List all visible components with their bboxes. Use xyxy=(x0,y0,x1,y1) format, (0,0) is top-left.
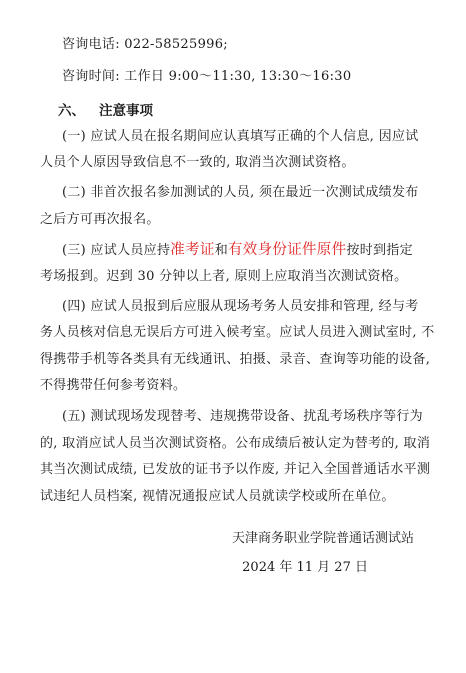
item-5-line-1: (五) 测试现场发现替考、违规携带设备、扰乱考场秩序等行为 xyxy=(62,409,423,424)
section-title: 注意事项 xyxy=(99,103,153,119)
item-5-line-2: 的, 取消应试人员当次测试资格。公布成绩后被认定为替考的, 取消 xyxy=(40,436,431,451)
item-3-line-1 xyxy=(62,241,413,260)
item-3-line-2: 考场报到。迟到 30 分钟以上者, 原则上应取消当次测试资格。 xyxy=(40,269,408,284)
item-2-line-1: (二) 非首次报名参加测试的人员, 须在最近一次测试成绩发布 xyxy=(62,185,419,200)
item-4-line-2: 务人员核对信息无误后方可进入候考室。应试人员进入测试室时, 不 xyxy=(40,325,435,340)
id-document-highlight: 有效身份证件原件 xyxy=(228,242,347,258)
item-4-line-3: 得携带手机等各类具有无线通讯、拍摄、录音、查询等功能的设备, xyxy=(40,352,431,367)
footer-date: 2024 年 11 月 27 日 xyxy=(242,560,368,575)
item-1-line-1: (一) 应试人员在报名期间应认真填写正确的个人信息, 因应试 xyxy=(62,129,419,144)
item-1-line-2: 人员个人原因导致信息不一致的, 取消当次测试资格。 xyxy=(40,155,355,170)
contact-hours: 咨询时间: 工作日 9:00～11:30, 13:30～16:30 xyxy=(62,69,352,84)
item-3-and: 和 xyxy=(214,243,228,258)
item-5-line-3: 其当次测试成绩, 已发放的证书予以作废, 并记入全国普通话水平测 xyxy=(40,462,431,477)
section-number: 六、 xyxy=(58,103,85,119)
item-3-suffix: 按时到指定 xyxy=(346,243,413,258)
admission-ticket-highlight: 准考证 xyxy=(170,242,215,258)
item-2-line-2: 之后方可再次报名。 xyxy=(40,212,160,227)
item-3-prefix: (三) 应试人员应持 xyxy=(62,243,171,258)
item-4-line-1: (四) 应试人员报到后应服从现场考务人员安排和管理, 经与考 xyxy=(62,299,419,314)
section-heading xyxy=(58,99,153,119)
item-5-line-4: 试违纪人员档案, 视情况通报应试人员就读学校或所在单位。 xyxy=(40,489,395,504)
footer-organization: 天津商务职业学院普通话测试站 xyxy=(231,531,414,546)
item-4-line-4: 不得携带任何参考资料。 xyxy=(40,378,187,393)
contact-phone: 咨询电话: 022-58525996; xyxy=(62,37,228,52)
